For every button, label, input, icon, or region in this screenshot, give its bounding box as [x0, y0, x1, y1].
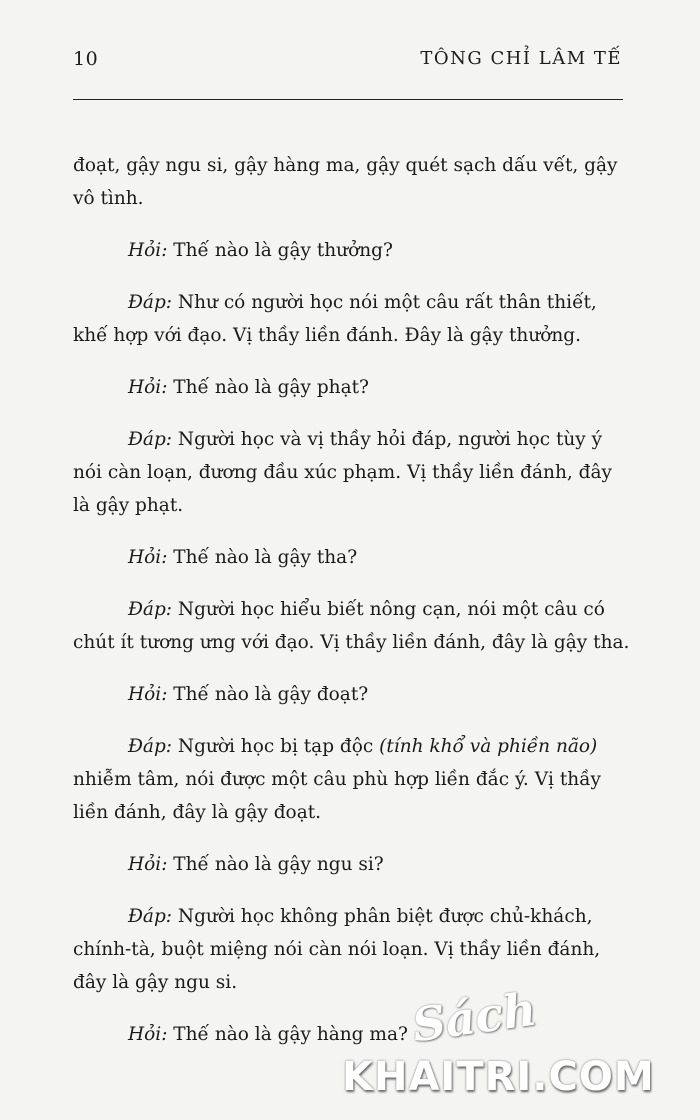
- speaker-tag: Đáp:: [128, 429, 173, 450]
- watermark-logo: [342, 981, 682, 1100]
- paragraph: [73, 541, 633, 574]
- speaker-tag: Hỏi:: [128, 1024, 168, 1045]
- paragraph: [73, 900, 633, 999]
- paragraph-tail: nhiễm tâm, nói được một câu phù hợp liền đắc ý. Vị thầy liền đánh, đây là gậy đoạt.: [73, 769, 601, 823]
- speaker-tag: Hỏi:: [128, 854, 168, 875]
- paragraph-text: Thế nào là gậy ngu si?: [167, 854, 384, 875]
- paragraph-text: Thế nào là gậy phạt?: [167, 377, 369, 398]
- paragraph: [73, 730, 633, 829]
- watermark-script: Sách: [408, 981, 540, 1053]
- speaker-tag: Đáp:: [128, 736, 173, 757]
- paragraph-text: Thế nào là gậy thưởng?: [167, 240, 393, 261]
- page-number: 10: [73, 48, 99, 70]
- speaker-tag: Đáp:: [128, 599, 173, 620]
- page-header: [73, 48, 622, 80]
- gloss-text: (tính khổ và phiền não): [379, 736, 598, 757]
- paragraph-text: Người học không phân biệt được chủ-khách, chính-tà, buột miệng nói càn nói loạn. Vị thầy liền đánh, đây là gậy ngu si.: [73, 906, 601, 993]
- paragraph-text: Như có người học nói một câu rất thân thiết, khế hợp với đạo. Vị thầy liền đánh. Đây là gậy thưởng.: [73, 292, 597, 346]
- speaker-tag: Hỏi:: [128, 377, 168, 398]
- speaker-tag: Hỏi:: [128, 547, 168, 568]
- watermark-brand: KHAITRI.COM: [342, 1054, 655, 1100]
- paragraph-text: Người học hiểu biết nông cạn, nói một câu có chút ít tương ưng với đạo. Vị thầy liền đánh, đây là gậy tha.: [73, 599, 630, 653]
- paragraph-text: Người học bị tạp độc: [172, 736, 380, 757]
- paragraph: [73, 149, 633, 215]
- speaker-tag: Hỏi:: [128, 684, 168, 705]
- paragraph-text: đoạt, gậy ngu si, gậy hàng ma, gậy quét sạch dấu vết, gậy vô tình.: [73, 155, 618, 209]
- paragraph: [73, 371, 633, 404]
- paragraph: [73, 423, 633, 522]
- paragraph: [73, 286, 633, 352]
- paragraph: [73, 848, 633, 881]
- speaker-tag: Đáp:: [128, 906, 173, 927]
- speaker-tag: Hỏi:: [128, 240, 168, 261]
- speaker-tag: Đáp:: [128, 292, 173, 313]
- body-text: [73, 149, 633, 1070]
- paragraph-text: Thế nào là gậy hàng ma?: [167, 1024, 408, 1045]
- header-rule: [73, 99, 623, 100]
- paragraph-text: Người học và vị thầy hỏi đáp, người học tùy ý nói càn loạn, đương đầu xúc phạm. Vị thầy liền đánh, đây là gậy phạt.: [73, 429, 612, 516]
- paragraph-text: Thế nào là gậy đoạt?: [167, 684, 369, 705]
- running-title: TÔNG CHỈ LÂM TẾ: [420, 48, 622, 69]
- paragraph: [73, 678, 633, 711]
- paragraph: [73, 234, 633, 267]
- paragraph: [73, 593, 633, 659]
- paragraph-text: Thế nào là gậy tha?: [167, 547, 358, 568]
